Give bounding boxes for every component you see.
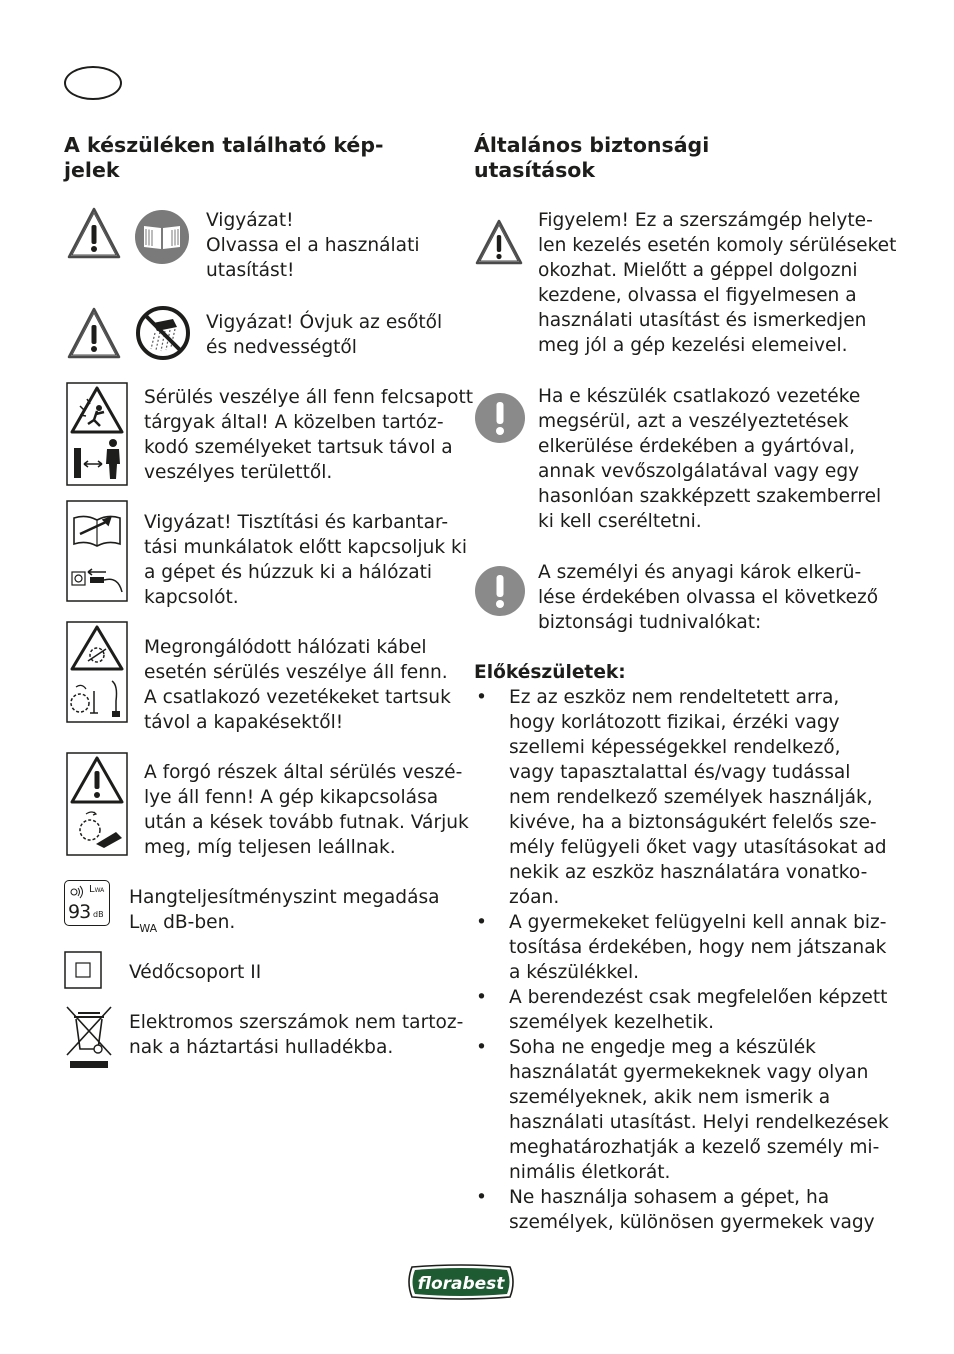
symbol-text-damaged-cable: Megrongálódott hálózati kábel esetén sérülés veszélye áll fenn. A csatlakozó vezetékeket tartsuk távol a kapakésektől! bbox=[144, 637, 451, 733]
sound-level-text: Hangteljesítményszint megadása $L_{WA}$ dB-ben. bbox=[129, 887, 440, 935]
subheading-preparations: Előkészületek: bbox=[474, 662, 626, 683]
damaged-cable-icon bbox=[66, 621, 128, 723]
weee-bin-icon bbox=[64, 1005, 114, 1069]
note-text-3: A személyi és anyagi károk elkerü- lése érdekében olvassa el következő biztonsági tudnivalókat: bbox=[538, 562, 879, 633]
symbol-text-read-manual: Vigyázat! Olvassa el a használati utasítást! bbox=[206, 210, 420, 281]
read-manual-icon bbox=[134, 209, 190, 265]
speaker-icon bbox=[68, 885, 86, 899]
list-item: • Soha ne engedje meg a készülék használatát gyermekeknek vagy olyan személyeknek, akik nem ismerik a használati utasítást. Helyi rendelkezések meghatározhatják a kezelő személy mi- nimális életkorát. bbox=[476, 1037, 889, 1183]
exclamation-circle-icon bbox=[474, 565, 526, 617]
list-item: • A gyermekeket felügyelni kell annak biz- tosítása érdekében, hogy nem játszanak a készülékkel. bbox=[476, 912, 887, 983]
weee-text: Elektromos szerszámok nem tartoz- nak a háztartási hulladékba. bbox=[129, 1012, 464, 1058]
bullet-icon: • bbox=[476, 687, 487, 708]
sound-level-icon bbox=[64, 880, 110, 926]
warning-triangle-icon bbox=[66, 206, 122, 260]
svg-text:florabest: florabest bbox=[417, 1274, 505, 1294]
bullet-icon: • bbox=[476, 1037, 487, 1058]
maintenance-unplug-icon bbox=[66, 500, 128, 602]
symbol-text-thrown-objects: Sérülés veszélye áll fenn felcsapott tárgyak által! A közelben tartóz- kodó személyeket tartsuk távol a veszélyes területtől. bbox=[144, 387, 474, 483]
symbol-text-maintenance: Vigyázat! Tisztítási és karbantar- tási munkálatok előtt kapcsoljuk ki a gépet és húzzuk ki a hálózati kapcsolót. bbox=[144, 512, 467, 608]
language-badge bbox=[64, 66, 122, 100]
warning-triangle-icon bbox=[66, 306, 122, 360]
exclamation-circle-icon bbox=[474, 392, 526, 444]
bullet-icon: • bbox=[476, 912, 487, 933]
note-text-1: Figyelem! Ez a szerszámgép helyte- len kezelés esetén komoly sérüléseket okozhat. Mielőtt a géppel dolgozni kezdene, olvassa el figyelmesen a használati utasítást és ismerkedjen meg jól a gép kezelési elemeivel. bbox=[538, 210, 897, 356]
left-heading: A készüléken található kép- jelek bbox=[64, 133, 384, 182]
protection-class-text: Védőcsoport II bbox=[129, 962, 262, 983]
bullet-icon: • bbox=[476, 987, 487, 1008]
note-text-2: Ha e készülék csatlakozó vezetéke megsérül, azt a veszélyeztetések elkerülése érdekében a gyártóval, annak vevőszolgálatával vagy egy hasonlóan szakképzett szakemberrel ki kell cseréltetni. bbox=[538, 386, 882, 532]
warning-triangle-icon bbox=[474, 218, 524, 266]
symbol-text-no-rain: Vigyázat! Óvjuk az esőtől és nedvességtől bbox=[206, 312, 443, 358]
thrown-objects-icon bbox=[66, 382, 128, 486]
rotating-blades-icon bbox=[66, 752, 128, 856]
bullet-icon: • bbox=[476, 1187, 487, 1208]
list-item: • Ez az eszköz nem rendeltetett arra, hogy korlátozott fizikai, érzéki vagy szellemi képességekkel rendelkező, vagy tapasztalattal és/vagy tudással nem rendelkező személyek használják, kivéve, ha a biztonságukért felelős sze- mély felügyeli őket vagy utasításokat ad nekik az eszköz használatára vonatko- zóan. bbox=[476, 687, 887, 908]
sound-icon-label: LWA bbox=[89, 884, 105, 895]
florabest-logo bbox=[406, 1263, 516, 1301]
right-heading: Általános biztonsági utasítások bbox=[474, 133, 710, 182]
no-rain-icon bbox=[135, 305, 191, 361]
bullet-list bbox=[474, 685, 894, 1235]
list-item: • Ne használja sohasem a gépet, ha személyek, különösen gyermekek vagy bbox=[476, 1187, 875, 1233]
symbol-text-rotating-blades: A forgó részek által sérülés veszé- lye áll fenn! A gép kikapcsolása után a kések tovább futnak. Várjuk meg, míg teljesen leállnak. bbox=[144, 762, 469, 858]
protection-class-icon bbox=[64, 951, 102, 989]
sound-icon-unit: dB bbox=[93, 910, 104, 919]
sound-icon-value: 93 bbox=[68, 901, 91, 923]
list-item: • A berendezést csak megfelelően képzett személyek kezelhetik. bbox=[476, 987, 888, 1033]
